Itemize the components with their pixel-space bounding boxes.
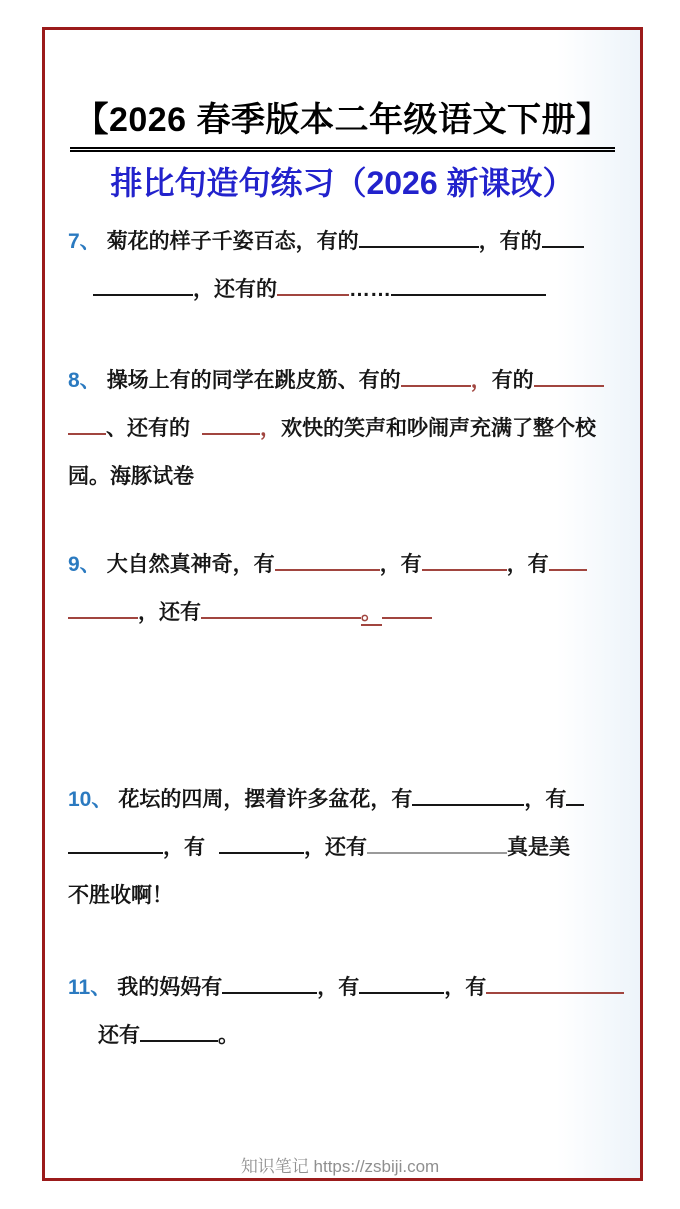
item-number: 10、 (68, 788, 113, 811)
item-number: 9、 (68, 553, 101, 576)
item-text: 大自然真神奇，有 (106, 553, 275, 576)
item-text: ，还有 (304, 836, 367, 859)
fill-blank (534, 364, 604, 387)
exercise-line (68, 872, 642, 920)
item-text: 花坛的四周，摆着许多盆花，有 (118, 788, 413, 811)
fill-blank (68, 412, 106, 435)
exercise-line (68, 776, 642, 824)
fill-blank (412, 783, 524, 806)
item-text: ，有 (163, 836, 205, 859)
fill-blank (222, 971, 317, 994)
fill-blank (359, 971, 444, 994)
exercise-line (68, 453, 642, 501)
exercise-line (68, 405, 642, 453)
item-text: 园。海豚试卷 (68, 465, 194, 488)
fill-blank (549, 548, 587, 571)
item-text: 真是美 (507, 836, 570, 859)
exercise-line (68, 589, 642, 637)
fill-blank (68, 831, 163, 854)
watermark-text: 知识笔记 https://zsbiji.com (240, 1157, 440, 1176)
exercise-item-7 (68, 218, 642, 314)
item-text: ，有 (317, 976, 360, 999)
fill-blank (391, 273, 546, 296)
item-text: ，有 (506, 553, 549, 576)
fill-blank (201, 596, 361, 619)
item-text: ，有 (379, 553, 422, 576)
exercise-line (68, 964, 642, 1012)
item-text: 有的 (491, 369, 534, 392)
fill-blank (275, 548, 380, 571)
exercise-line (68, 824, 642, 872)
exercise-item-9 (68, 541, 642, 637)
page-subtitle: 排比句造句练习（2026 新课改） (110, 165, 575, 201)
item-number: 7、 (68, 230, 101, 253)
exercise-line (68, 266, 642, 314)
item-number: 11、 (68, 976, 112, 999)
fill-blank (382, 596, 432, 619)
item-text: 不胜收啊！ (68, 884, 173, 907)
item-text: 还有 (98, 1024, 140, 1047)
fill-blank (542, 225, 584, 248)
fill-blank (140, 1019, 218, 1042)
item-text: 菊花的样子千姿百态，有的 (106, 230, 359, 253)
item-text: 、还有的 (106, 417, 190, 440)
exercise-line (68, 357, 642, 405)
spacer (190, 434, 202, 435)
item-text: 。 (361, 601, 382, 624)
fill-blank (93, 273, 193, 296)
item-text: …… (349, 278, 391, 301)
exercise-line (68, 1012, 642, 1060)
item-text: 。 (218, 1024, 239, 1047)
item-text: ，有 (524, 788, 567, 811)
item-text: ， (260, 417, 281, 440)
fill-blank (277, 273, 349, 296)
page-title-text: 【2026 春季版本二年级语文下册】 (70, 92, 614, 152)
fill-blank (486, 971, 624, 994)
item-text: 欢快的笑声和吵闹声充满了整个校 (281, 417, 596, 440)
exercise-item-8 (68, 357, 642, 501)
item-number: 8、 (68, 369, 101, 392)
fill-blank (566, 783, 584, 806)
fill-blank (367, 831, 507, 854)
item-text: ， (470, 369, 492, 392)
spacer (205, 853, 219, 854)
item-text: ，还有 (138, 601, 201, 624)
exercise-item-10 (68, 776, 642, 920)
fill-blank (219, 831, 304, 854)
item-text: ，有的 (478, 230, 542, 253)
item-text: ，有 (444, 976, 487, 999)
fill-blank (401, 364, 471, 387)
exercise-line (68, 218, 642, 266)
item-text: ，还有的 (193, 278, 277, 301)
exercise-item-11 (68, 964, 642, 1060)
item-text: 我的妈妈有 (117, 976, 223, 999)
fill-blank (68, 596, 138, 619)
fill-blank (202, 412, 260, 435)
fill-blank (359, 225, 479, 248)
fill-blank (422, 548, 507, 571)
exercise-line (68, 541, 642, 589)
item-text: 操场上有的同学在跳皮筋、有的 (106, 369, 401, 392)
